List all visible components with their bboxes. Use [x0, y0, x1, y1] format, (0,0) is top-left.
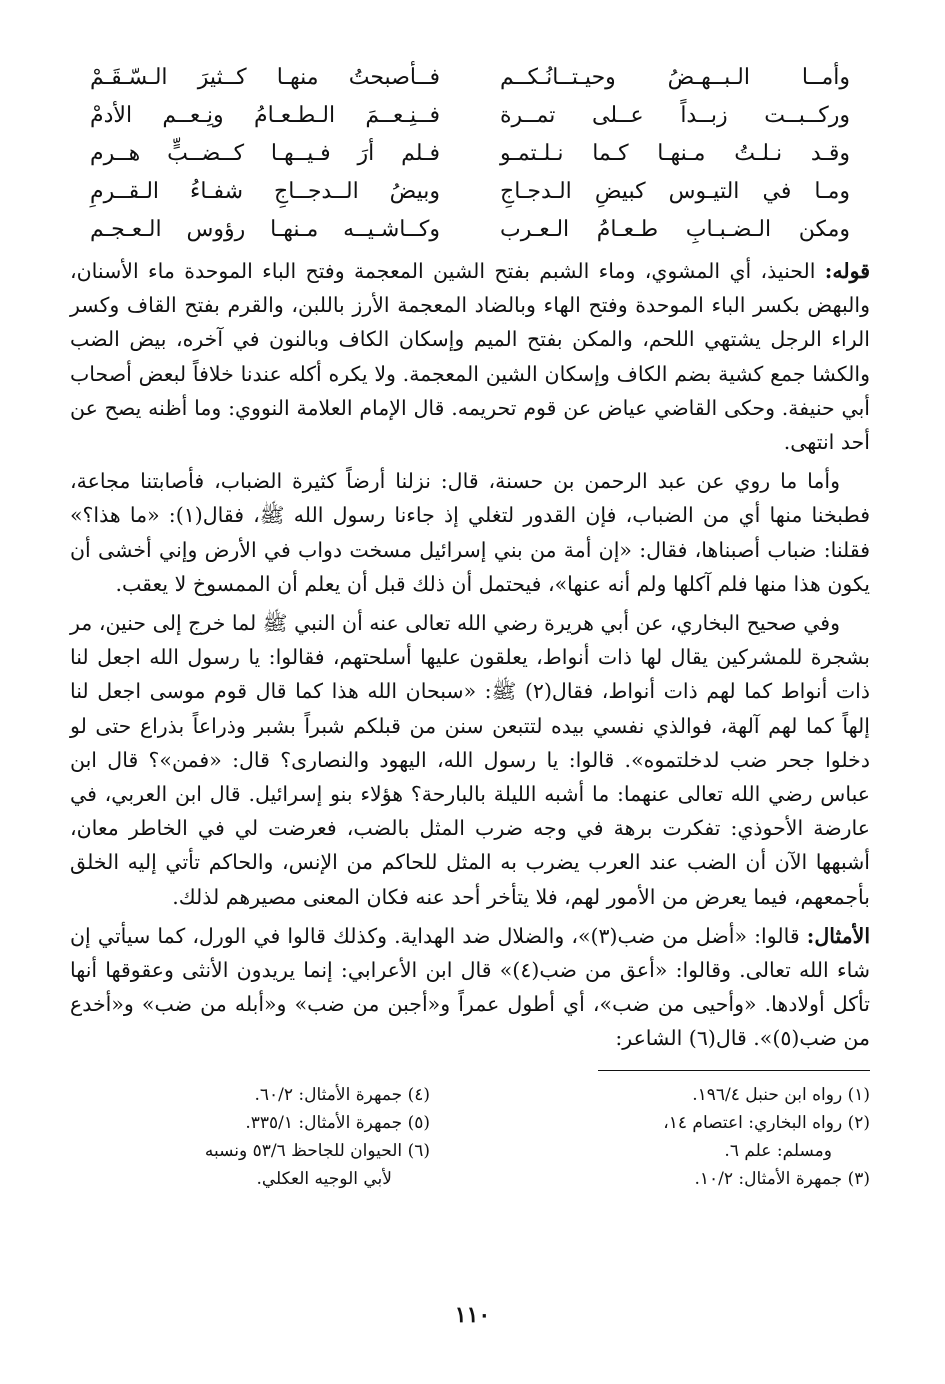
poem-verse	[90, 134, 850, 172]
verse-first-hemistich: ومكن الـضـبـابِ طـعـامُ الـعـرب	[500, 216, 850, 242]
poem	[90, 58, 850, 248]
footnote-divider	[598, 1070, 870, 1071]
poem-verse	[90, 96, 850, 134]
paragraph-glossary	[70, 254, 870, 459]
footnote-text: رواه ابن حنبل ١٩٦/٤.	[692, 1084, 843, 1105]
footnote-number: (١)	[847, 1084, 870, 1105]
paragraph-text: الحنيذ، أي المشوي، وماء الشبم بفتح الشين المعجمة وفتح الباء الموحدة ماء الأسنان، والبهض بكسر الباء الموحدة وفتح الهاء وبالضاد المعجمة الأرز باللبن، والقرم بفتح القاف وكسر الراء الرجل يشتهي اللحم، والمكن بفتح الميم وإسكان الكاف وبالنون في آخره، بيض الضب والكشا جمع كشية بضم الكاف وإسكان الشين المعجمة. ولا يكره أكله عندنا خلافاً لبعض أصحاب أبي حنيفة. وحكى القاضي عياض عن قوم تحريمه. قال الإمام العلامة النووي: وما أظنه يصح عن أحد انتهى.	[70, 259, 870, 455]
footnotes	[70, 1081, 870, 1193]
footnote-text: جمهرة الأمثال: ٣٣٥/١.	[245, 1112, 403, 1133]
verse-second-hemistich: فــأصبحتُ منهـا كــثيرَ الـسّـقَـمْ	[90, 64, 440, 90]
poem-verse	[90, 172, 850, 210]
paragraph-sahih-bukhari	[70, 606, 870, 914]
footnote-number: (٣)	[847, 1168, 870, 1189]
page-body	[70, 58, 870, 1193]
paragraph-hadith-dabab	[70, 464, 870, 601]
footnote-number: (٦)	[407, 1140, 430, 1161]
verse-second-hemistich: وبيضُ الــدجــاجِ شفـاءُ الـقــرمِ	[90, 178, 440, 204]
verse-second-hemistich: وكــاشـيــه مـنهـا رؤوس الـعـجـم	[90, 216, 440, 242]
footnote-text: رواه البخاري: اعتصام ١٤،	[663, 1112, 843, 1133]
footnotes-right-column	[490, 1081, 870, 1193]
verse-first-hemistich: وقـد نـلـتُ مـنهـا كـما نـلـتمـو	[500, 140, 850, 166]
verse-second-hemistich: فــنِـعــمَ الـطـعـامُ ونِـعــم الأدمْ	[90, 102, 440, 128]
paragraph-lead: قوله:	[824, 259, 870, 283]
poem-verse	[90, 58, 850, 96]
footnote-number: (٥)	[407, 1112, 430, 1133]
footnote-text: جمهرة الأمثال: ١٠/٢.	[694, 1168, 843, 1189]
page-number: ١١٠	[454, 1302, 491, 1328]
footnote	[70, 1109, 430, 1137]
paragraph-lead: الأمثال:	[806, 923, 871, 948]
poem-verse	[90, 210, 850, 248]
footnote	[490, 1109, 870, 1165]
footnote-continuation: لأبي الوجيه العكلي.	[256, 1168, 392, 1189]
paragraph-text: قالوا: «أضل من ضب(٣)»، والضلال ضد الهداية. وكذلك قالوا في الورل، كما سيأتي إن شاء الله تعالى. وقالوا: «أعق من ضب(٤)» قال ابن الأعرابي: إنما يريدون الأنثى وعقوقها أنها تأكل أولادها. «وأحيى من ضب»، أي أطول عمراً و«أجبن من ضب» و«أبله من ضب» و«أخدع من ضب(٥)». قال(٦) الشاعر:	[70, 923, 870, 1051]
footnote-number: (٢)	[847, 1112, 870, 1133]
footnote	[490, 1165, 870, 1193]
verse-second-hemistich: فـلم أرَ فـيــهـا كــضــبٍّ هــرم	[90, 140, 440, 166]
paragraph-text: وأما ما روي عن عبد الرحمن بن حسنة، قال: نزلنا أرضاً كثيرة الضباب، فأصابتنا مجاعة، فطبخنا منها أي من الضباب، فإن القدور لتغلي إذ جاءنا رسول الله ﷺ، فقال(١): «ما هذا؟» فقلنا: ضباب أصبناها، فقال: «إن أمة من بني إسرائيل مسخت دواب في الأرض وإني أخشى أن يكون هذا منها فلم آكلها ولم أنه عنها»، فيحتمل أن ذلك قبل أن يعلم أن الممسوخ لا يعقب.	[70, 469, 870, 596]
footnote-text: الحيوان للجاحظ ٥٣/٦ ونسبه	[204, 1140, 403, 1161]
verse-first-hemistich: وركــبــت زبــداً عــلى تمــرة	[500, 102, 850, 128]
paragraph-text: وفي صحيح البخاري، عن أبي هريرة رضي الله تعالى عنه أن النبي ﷺ لما خرج إلى حنين، مر بشجرة للمشركين يقال لها ذات أنواط، يعلقون عليها أسلحتهم، فقالوا: يا رسول الله اجعل لنا ذات أنواط كما لهم ذات أنواط، فقال(٢) ﷺ: «سبحان الله هذا كما قال قوم موسى اجعل لنا إلهاً كما لهم آلهة، فوالذي نفسي بيده لتتبعن سنن من قبلكم شبراً بشبر وذراعاً بذراع حتى لو دخلوا جحر ضب لدخلتموه». قالوا: يا رسول الله، اليهود والنصارى؟ قال: «فمن»؟ قال ابن عباس رضي الله تعالى عنهما: ما أشبه الليلة بالبارحة؟ هؤلاء بنو إسرائيل. قال ابن العربي، في عارضة الأحوذي: تفكرت برهة في وجه ضرب المثل بالضب، فعرضت لي في الخاطر معان، أشبهها الآن أن الضب عند العرب يضرب به المثل للحاكم من الإنس، والحاكم تأتي إليه الخلق بأجمعهم، فيما يعرض من الأمور لهم، فلا يتأخر أحد عنه فكان المعنى مصيرهم لذلك.	[70, 611, 870, 909]
footnote-text: جمهرة الأمثال: ٦٠/٢.	[254, 1084, 403, 1105]
footnote	[490, 1081, 870, 1109]
footnote	[70, 1081, 430, 1109]
footnote-number: (٤)	[407, 1084, 430, 1105]
footnotes-left-column	[70, 1081, 430, 1193]
verse-first-hemistich: وأمــا الـبــهـضُ وحيـتــانُـكــم	[500, 64, 850, 90]
footnote	[70, 1137, 430, 1193]
paragraph-proverbs	[70, 919, 870, 1056]
verse-first-hemistich: ومـا في التيـوس كبيضِ الـدجـاجِ	[500, 178, 850, 204]
footnote-continuation: ومسلم: علم ٦.	[724, 1140, 832, 1161]
